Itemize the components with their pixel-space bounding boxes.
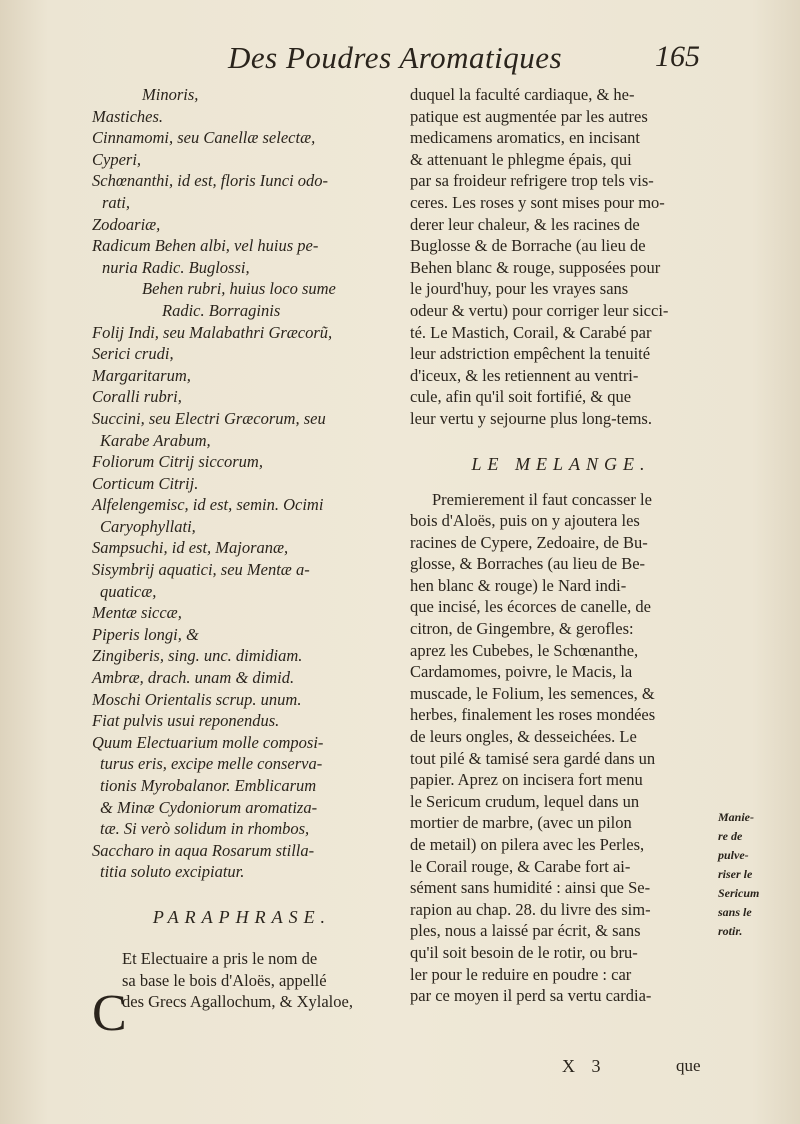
text-line: Minoris, [142,85,199,104]
text-line: cule, afin qu'il soit fortifié, & que [410,387,632,407]
text-line: muscade, le Folium, les semences, & [410,683,655,703]
text-line: par ce moyen il perd sa vertu cardia- [410,986,652,1006]
right-text-top [410,84,712,430]
text-line: Mastiches. [92,106,164,126]
text-line: odeur & vertu) pour corriger leur sicci- [410,300,669,320]
text-line: Radicum Behen albi, vel huius pe- [92,236,319,256]
text-line: Behen blanc & rouge, supposées pour [410,257,661,277]
text-line: Folij Indi, seu Malabathri Græcorũ, [92,322,333,342]
text-line: d'iceux, & les retiennent au ventri- [410,365,639,385]
text-line: racines de Cypere, Zedoaire, de Bu- [410,532,648,552]
text-line: nuria Radic. Buglossi, [102,257,250,277]
text-line: Behen rubri, huius loco sume [142,279,336,299]
text-line: Ambræ, drach. unam & dimid. [92,668,295,688]
melange-heading: LE MELANGE. [471,453,651,474]
text-line: des Grecs Agallochum, & Xylaloe, [122,992,353,1012]
text-line: bois d'Aloës, puis on y ajoutera les [410,511,640,531]
text-line: Coralli rubri, [92,387,182,407]
text-line: medicamens aromatics, en incisant [410,128,641,148]
margin-note [718,808,788,941]
text-line: hen blanc & rouge) le Nard indi- [410,575,627,595]
text-line: que incisé, les écorces de canelle, de [410,597,651,617]
text-line: le jourd'huy, pour les vrayes sans [410,279,629,299]
text-line: Zingiberis, sing. unc. dimidiam. [92,646,303,666]
text-line: Alfelengemisc, id est, semin. Ocimi [92,495,324,515]
text-line: de leurs ongles, & desseichées. Le [410,727,637,747]
text-line: Corticum Citrij. [92,473,199,493]
text-line: leur adstriction empêchent la tenuité [410,344,651,364]
text-line: ceres. Les roses y sont mises pour mo- [410,192,665,212]
text-line: Karabe Arabum, [100,430,211,450]
text-line: quaticæ, [100,581,157,601]
text-line: Schœnanthi, id est, floris Iunci odo- [92,171,329,191]
margin-note-line: riser le [718,867,753,881]
paraphrase-heading: PARAPHRASE. [152,906,332,927]
text-line: Cinnamomi, seu Canellæ selectæ, [92,128,316,148]
margin-note-line: sans le [718,905,752,919]
text-line: titia soluto excipiatur. [100,862,245,882]
text-line: le Corail rouge, & Carabe fort ai- [410,856,631,876]
right-text-bottom [410,489,712,1007]
latin-recipe-list [92,84,392,883]
text-line: ler pour le reduire en poudre : car [410,964,632,984]
text-line: Caryophyllati, [100,516,196,536]
margin-note-line: re de [718,829,743,843]
text-line: citron, de Gingembre, & gerofles: [410,619,634,639]
text-line: mortier de marbre, (avec un pilon [410,813,632,833]
margin-note-line: rotir. [718,924,743,938]
margin-note-line: Sericum [718,886,760,900]
right-column [410,84,712,1007]
text-line: glosse, & Borraches (au lieu de Be- [410,554,646,574]
text-line: & Minæ Cydoniorum aromatiza- [100,797,318,817]
signature-mark: X 3 [562,1056,607,1076]
text-line: Zodoariæ, [92,214,161,234]
text-line: Mentæ siccæ, [92,603,182,623]
text-line: sa base le bois d'Aloës, appellé [122,970,327,990]
text-line: té. Le Mastich, Corail, & Carabé par [410,322,652,342]
text-line: rapion au chap. 28. du livre des sim- [410,899,651,919]
text-line: aprez les Cubebes, le Schœnanthe, [410,640,639,660]
text-line: Moschi Orientalis scrup. unum. [92,689,302,709]
text-line: Margaritarum, [92,365,191,385]
left-column [92,84,392,1013]
text-line: Quum Electuarium molle composi- [92,732,324,752]
text-line: tæ. Si verò solidum in rhombos, [100,819,310,839]
text-line: Premierement il faut concasser le [432,489,652,509]
margin-note-line: Manie- [718,810,754,824]
text-line: qu'il soit besoin de le rotir, ou bru- [410,942,638,962]
text-line: turus eris, excipe melle conserva- [100,754,323,774]
page-number: 165 [655,40,700,73]
text-line: patique est augmentée par les autres [410,106,648,126]
text-line: Foliorum Citrij siccorum, [92,452,263,472]
text-line: tout pilé & tamisé sera gardé dans un [410,748,656,768]
text-line: Et Electuaire a pris le nom de [122,948,318,968]
text-line: Piperis longi, & [92,624,199,644]
text-line: & attenuant le phlegme épais, qui [410,149,632,169]
text-line: herbes, finalement les roses mondées [410,705,656,725]
text-line: Cyperi, [92,149,142,169]
text-line: sément sans humidité : ainsi que Se- [410,878,651,898]
text-line: par sa froideur refrigere trop tels vis- [410,171,654,191]
text-line: leur vertu y sejourne plus long-tems. [410,408,652,428]
text-line: Saccharo in aqua Rosarum stilla- [92,840,315,860]
text-line: derer leur chaleur, & les racines de [410,214,640,234]
paraphrase-text [92,948,392,1013]
text-line: Sisymbrij aquatici, seu Mentæ a- [92,560,310,580]
text-line: de metail) on pilera avec les Perles, [410,835,645,854]
text-line: Sampsuchi, id est, Majoranæ, [92,538,289,558]
text-line: rati, [102,192,130,212]
margin-note-line: pulve- [718,848,749,862]
drop-cap: C [92,985,127,1042]
text-line: Radic. Borraginis [162,300,281,320]
text-line: tionis Myrobalanor. Emblicarum [100,776,317,795]
text-line: Succini, seu Electri Græcorum, seu [92,408,326,428]
catchword: que [676,1056,701,1075]
text-line: Buglosse & de Borrache (au lieu de [410,236,646,256]
text-line: Serici crudi, [92,344,174,364]
text-line: ples, nous a laissé par écrit, & sans [410,921,641,941]
running-title: Des Poudres Aromatiques [228,40,563,75]
text-line: papier. Aprez on incisera fort menu [410,770,643,790]
text-line: duquel la faculté cardiaque, & he- [410,85,635,104]
text-line: Cardamomes, poivre, le Macis, la [410,662,633,682]
text-line: Fiat pulvis usui reponendus. [92,711,280,731]
text-line: le Sericum crudum, lequel dans un [410,791,640,811]
